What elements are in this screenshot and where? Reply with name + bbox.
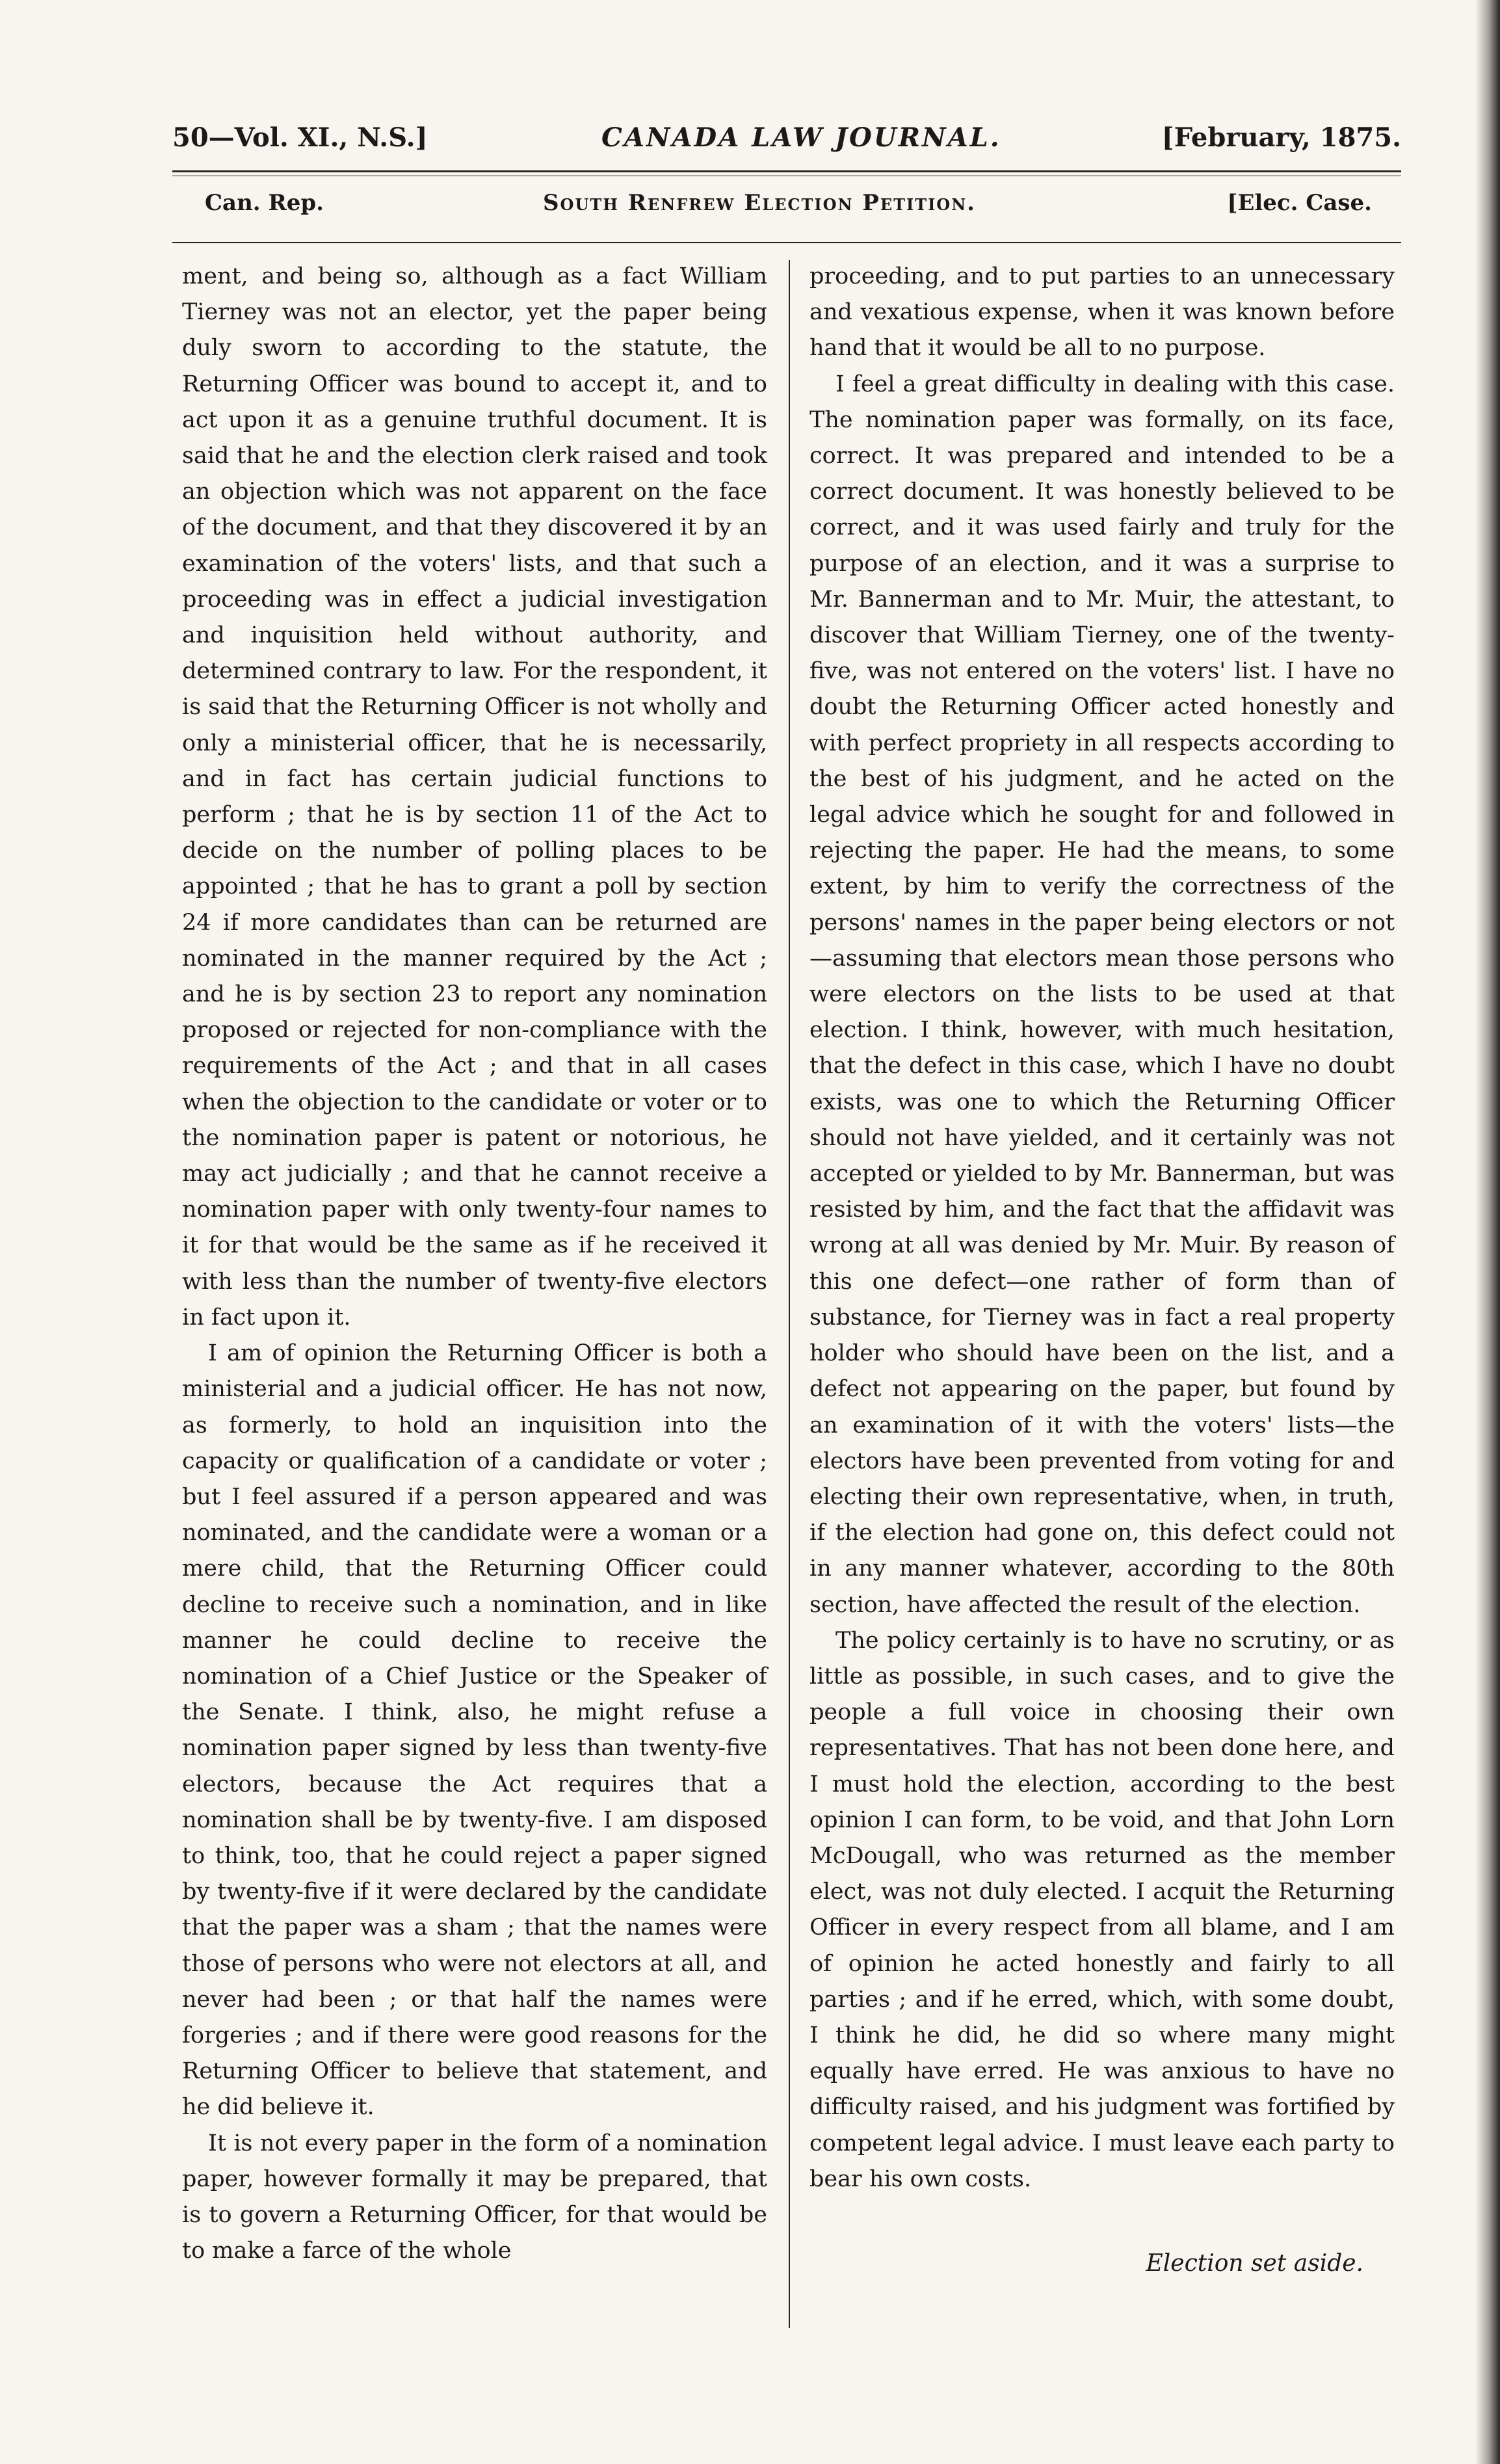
volume-number: 50—Vol. XI., N.S.] bbox=[172, 122, 428, 153]
issue-date: [February, 1875. bbox=[1161, 122, 1401, 153]
paragraph: I am of opinion the Returning Officer is both a ministerial and a judicial officer. He has not now, as formerly, to hold an inquisition into the capacity or qualification of a candidate or voter ; but I feel assured if a person appeared and was nominated, and the candidate were a woman or a mere child, that the Returning Officer could decline to receive such a nomination, and in like manner he could decline to receive the nomination of a Chief Justice or the Speaker of the Senate. I think, also, he might refuse a nomination paper signed by less than twenty-five electors, because the Act requires that a nomination shall be by twenty-five. I am disposed to think, too, that he could reject a paper signed by twenty-five if it were declared by the candidate that the paper was a sham ; that the names were those of persons who were not electors at all, and never had been ; or that half the names were forgeries ; and if there were good reasons for the Returning Officer to believe that statement, and he did believe it. bbox=[182, 1340, 767, 2121]
subheader-rule bbox=[172, 242, 1401, 243]
left-column bbox=[182, 259, 767, 2269]
header-rule bbox=[172, 170, 1401, 172]
journal-title: CANADA LAW JOURNAL. bbox=[601, 122, 1001, 153]
paragraph: It is not every paper in the form of a nomination paper, however formally it may be prepared, that is to govern a Returning Officer, for that would be to make a farce of the whole bbox=[182, 2130, 767, 2264]
case-type: [Elec. Case. bbox=[1227, 190, 1372, 216]
page-edge-shadow bbox=[1475, 0, 1500, 2464]
paragraph: I feel a great difficulty in dealing with this case. The nomination paper was formally, on its face, correct. It was prepared and intended to be a correct document. It was honestly believed to be correct, and it was used fairly and truly for the purpose of an election, and it was a surprise to Mr. Bannerman and to Mr. Muir, the attestant, to discover that William Tierney, one of the twenty-five, was not entered on the voters' list. I have no doubt the Returning Officer acted honestly and with perfect propriety in all respects according to the best of his judgment, and he acted on the legal advice which he sought for and followed in rejecting the paper. He had the means, to some extent, by him to verify the correctness of the persons' names in the paper being electors or not—assuming that electors mean those persons who were electors on the lists to be used at that election. I think, however, with much hesitation, that the defect in this case, which I have no doubt exists, was one to which the Returning Officer should not have yielded, and it certainly was not accepted or yielded to by Mr. Bannerman, but was resisted by him, and the fact that the affidavit was wrong at all was denied by Mr. Muir. By reason of this one defect—one rather of form than of substance, for Tierney was in fact a real property holder who should have been on the list, and a defect not appearing on the paper, but found by an examination of it with the voters' lists—the electors have been prevented from voting for and electing their own representative, when, in truth, if the election had gone on, this defect could not in any manner whatever, according to the 80th section, have affected the result of the election. bbox=[809, 371, 1395, 1618]
paragraph: The policy certainly is to have no scrutiny, or as little as possible, in such cases, and to give the people a full voice in choosing their own representatives. That has not been done here, and I must hold the election, according to the best opinion I can form, to be void, and that John Lorn McDougall, who was returned as the member elect, was not duly elected. I acquit the Returning Officer in every respect from all blame, and I am of opinion he acted honestly and fairly to all parties ; and if he erred, which, with some doubt, I think he did, he did so where many might equally have erred. He was anxious to have no difficulty raised, and his judgment was fortified by competent legal advice. I must leave each party to bear his own costs. bbox=[809, 1627, 1395, 2192]
case-title: South Renfrew Election Petition. bbox=[543, 190, 976, 216]
paragraph: proceeding, and to put parties to an unnecessary and vexatious expense, when it was known before hand that it would be all to no purpose. bbox=[809, 263, 1395, 362]
running-head bbox=[172, 117, 1401, 169]
case-header bbox=[205, 190, 1372, 229]
reporter-abbrev: Can. Rep. bbox=[205, 190, 324, 216]
paragraph: ment, and being so, although as a fact William Tierney was not an elector, yet the paper being duly sworn to according to the statute, the Returning Officer was bound to accept it, and to act upon it as a genuine truthful document. It is said that he and the election clerk raised and took an objection which was not apparent on the face of the document, and that they discovered it by an examination of the voters' lists, and that such a proceeding was in effect a judicial investigation and inquisition held without authority, and determined contrary to law. For the respondent, it is said that the Returning Officer is not wholly and only a ministerial officer, that he is necessarily, and in fact has certain judicial functions to perform ; that he is by section 11 of the Act to decide on the number of polling places to be appointed ; that he has to grant a poll by section 24 if more candidates than can be returned are nominated in the manner required by the Act ; and he is by section 23 to report any nomination proposed or rejected for non-compliance with the requirements of the Act ; and that in all cases when the objection to the candidate or voter or to the nomination paper is patent or notorious, he may act judicially ; and that he cannot receive a nomination paper with only twenty-four names to it for that would be the same as if he received it with less than the number of twenty-five electors in fact upon it. bbox=[182, 263, 767, 1331]
judgment-signoff: Election set aside. bbox=[1146, 2250, 1363, 2277]
column-divider bbox=[789, 260, 790, 2328]
right-column bbox=[809, 259, 1395, 2197]
